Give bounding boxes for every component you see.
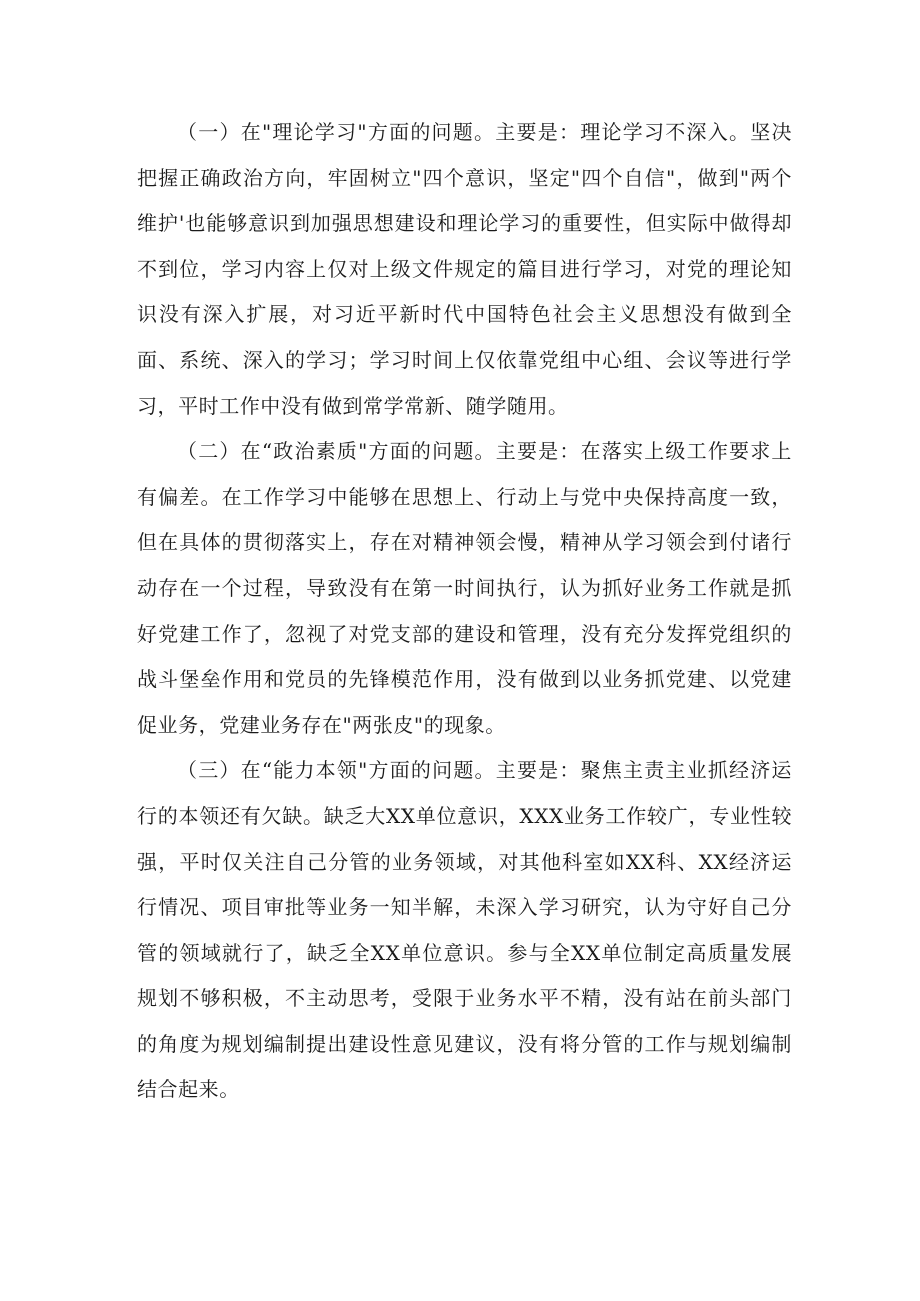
paragraph-theory-study: （一）在"理论学习"方面的问题。主要是：理论学习不深入。坚决把握正确政治方向，牢固树立"四个意识，坚定"四个自信"，做到"两个维护'也能够意识到加强思想建设和理论学习的重要性，但实际中做得却不到位，学习内容上仅对上级文件规定的篇目进行学习，对党的理论知识没有深入扩展，对习近平新时代中国特色社会主义思想没有做到全面、系统、深入的学习；学习时间上仅依靠党组中心组、会议等进行学习，平时工作中没有做到常学常新、随学随用。	[137, 120, 792, 418]
paragraph-political-quality: （二）在“政治素质"方面的问题。主要是：在落实上级工作要求上有偏差。在工作学习中能够在思想上、行动上与党中央保持高度一致，但在具体的贯彻落实上，存在对精神领会慢，精神从学习领会到付诸行动存在一个过程，导致没有在第一时间执行，认为抓好业务工作就是抓好党建工作了，忽视了对党支部的建设和管理，没有充分发挥党组织的战斗堡垒作用和党员的先锋模范作用，没有做到以业务抓党建、以党建促业务，党建业务存在"两张皮"的现象。	[137, 439, 792, 737]
paragraph-ability-skills: （三）在“能力本领"方面的问题。主要是：聚焦主责主业抓经济运行的本领还有欠缺。缺乏大XX单位意识，XXX业务工作较广，专业性较强，平时仅关注自己分管的业务领域，对其他科室如XX科、XX经济运行情况、项目审批等业务一知半解，未深入学习研究，认为守好自己分管的领域就行了，缺乏全XX单位意识。参与全XX单位制定高质量发展规划不够积极，不主动思考，受限于业务水平不精，没有站在前头部门的角度为规划编制提出建设性意见建议，没有将分管的工作与规划编制结合起来。	[137, 758, 792, 1102]
document-body	[137, 110, 792, 1113]
